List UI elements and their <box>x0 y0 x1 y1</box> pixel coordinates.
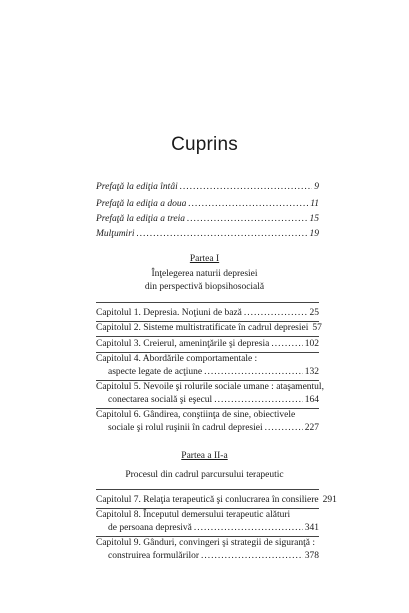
toc-entry-label-cont: de persoana depresivă <box>108 523 192 533</box>
toc-entry-page: 291 <box>322 495 337 505</box>
part-heading <box>0 253 409 266</box>
toc-entry-label: Capitolul 6. Gândirea, conştiinţa de sine, obiectivele <box>96 410 296 420</box>
dot-leader <box>214 394 303 407</box>
toc-entry-label: Capitolul 9. Gânduri, convingeri şi strategii de siguranţă : <box>96 538 315 548</box>
toc-entry-page: 378 <box>304 551 319 561</box>
toc-entry-continuation[interactable] <box>108 522 319 535</box>
dot-leader <box>265 422 303 435</box>
dot-leader <box>194 522 303 535</box>
part-subtitle: Procesul din cadrul parcursului terapeutic <box>125 470 284 480</box>
divider <box>96 302 319 303</box>
toc-entry[interactable] <box>96 181 319 194</box>
dot-leader <box>244 307 308 320</box>
toc-entry-label: Prefaţă la ediţia întâi <box>96 182 178 192</box>
toc-entry[interactable] <box>96 537 319 550</box>
toc-entry[interactable] <box>96 228 319 241</box>
toc-entry-label-cont: aspecte legate de acţiune <box>108 367 203 377</box>
toc-entry[interactable] <box>96 213 319 226</box>
toc-entry-page: 9 <box>314 182 319 192</box>
part-subtitle: din perspectivă biopsihosocială <box>144 282 265 292</box>
dot-leader <box>137 228 308 241</box>
toc-entry-continuation[interactable] <box>108 422 319 435</box>
dot-leader <box>204 366 303 379</box>
toc-entry-label: Prefaţă la ediţia a doua <box>96 199 187 209</box>
toc-entry[interactable] <box>96 322 322 335</box>
toc-entry-page: 341 <box>304 523 319 533</box>
toc-entry-label: Prefaţă la ediţia a treia <box>96 214 186 224</box>
toc-entry-page: 132 <box>304 367 319 377</box>
page-title: Cuprins <box>171 134 238 155</box>
toc-entry[interactable] <box>96 509 319 522</box>
toc-entry-page: 25 <box>309 308 319 318</box>
toc-entry-page: 11 <box>310 199 319 209</box>
toc-entry[interactable] <box>96 494 337 507</box>
toc-entry-label: Capitolul 8. Începutul demersului terapeutic alături <box>96 510 291 520</box>
toc-entry[interactable] <box>96 381 324 394</box>
toc-entry[interactable] <box>96 198 319 211</box>
toc-entry-page: 15 <box>309 214 319 224</box>
toc-entry[interactable] <box>96 353 319 366</box>
dot-leader <box>201 550 303 563</box>
toc-entry-continuation[interactable] <box>108 394 319 407</box>
toc-entry-label: Capitolul 5. Nevoile şi rolurile sociale umane : ataşamentul, <box>96 382 324 392</box>
toc-entry-page: 164 <box>304 395 319 405</box>
toc-entry-label: Capitolul 2. Sisteme multistratificate în cadrul depresiei <box>96 323 309 333</box>
dot-leader <box>271 338 302 351</box>
dot-leader <box>180 181 313 194</box>
toc-entry-label-cont: conectarea socială şi eşecul <box>108 395 213 405</box>
toc-entry-label: Capitolul 4. Abordările comportamentale : <box>96 354 258 364</box>
toc-entry-label: Mulţumiri <box>96 229 135 239</box>
toc-entry-label-cont: sociale şi rolul ruşinii în cadrul depresiei <box>108 423 263 433</box>
part-heading-text: Partea a II-a <box>181 451 228 461</box>
divider <box>96 336 319 337</box>
toc-entry-continuation[interactable] <box>108 550 319 563</box>
toc-entry[interactable] <box>96 307 319 320</box>
toc-entry[interactable] <box>96 409 319 422</box>
toc-entry-label-cont: construirea formulărilor <box>108 551 200 561</box>
part-subtitle: Înţelegerea naturii depresiei <box>151 269 258 279</box>
toc-entry-page: 227 <box>304 423 319 433</box>
part-heading-text: Partea I <box>189 254 220 264</box>
divider <box>96 489 319 490</box>
toc-entry-page: 102 <box>304 339 319 349</box>
part-heading <box>0 450 409 463</box>
toc-entry-page: 57 <box>312 323 322 333</box>
dot-leader <box>187 213 307 226</box>
dot-leader <box>188 198 308 211</box>
toc-entry-label: Capitolul 7. Relaţia terapeutică şi conlucrarea în consiliere <box>96 495 319 505</box>
toc-entry-page: 19 <box>309 229 319 239</box>
toc-entry[interactable] <box>96 338 319 351</box>
toc-entry-label: Capitolul 3. Creierul, ameninţările şi depresia <box>96 339 270 349</box>
toc-entry-continuation[interactable] <box>108 366 319 379</box>
toc-entry-label: Capitolul 1. Depresia. Noţiuni de bază <box>96 308 242 318</box>
